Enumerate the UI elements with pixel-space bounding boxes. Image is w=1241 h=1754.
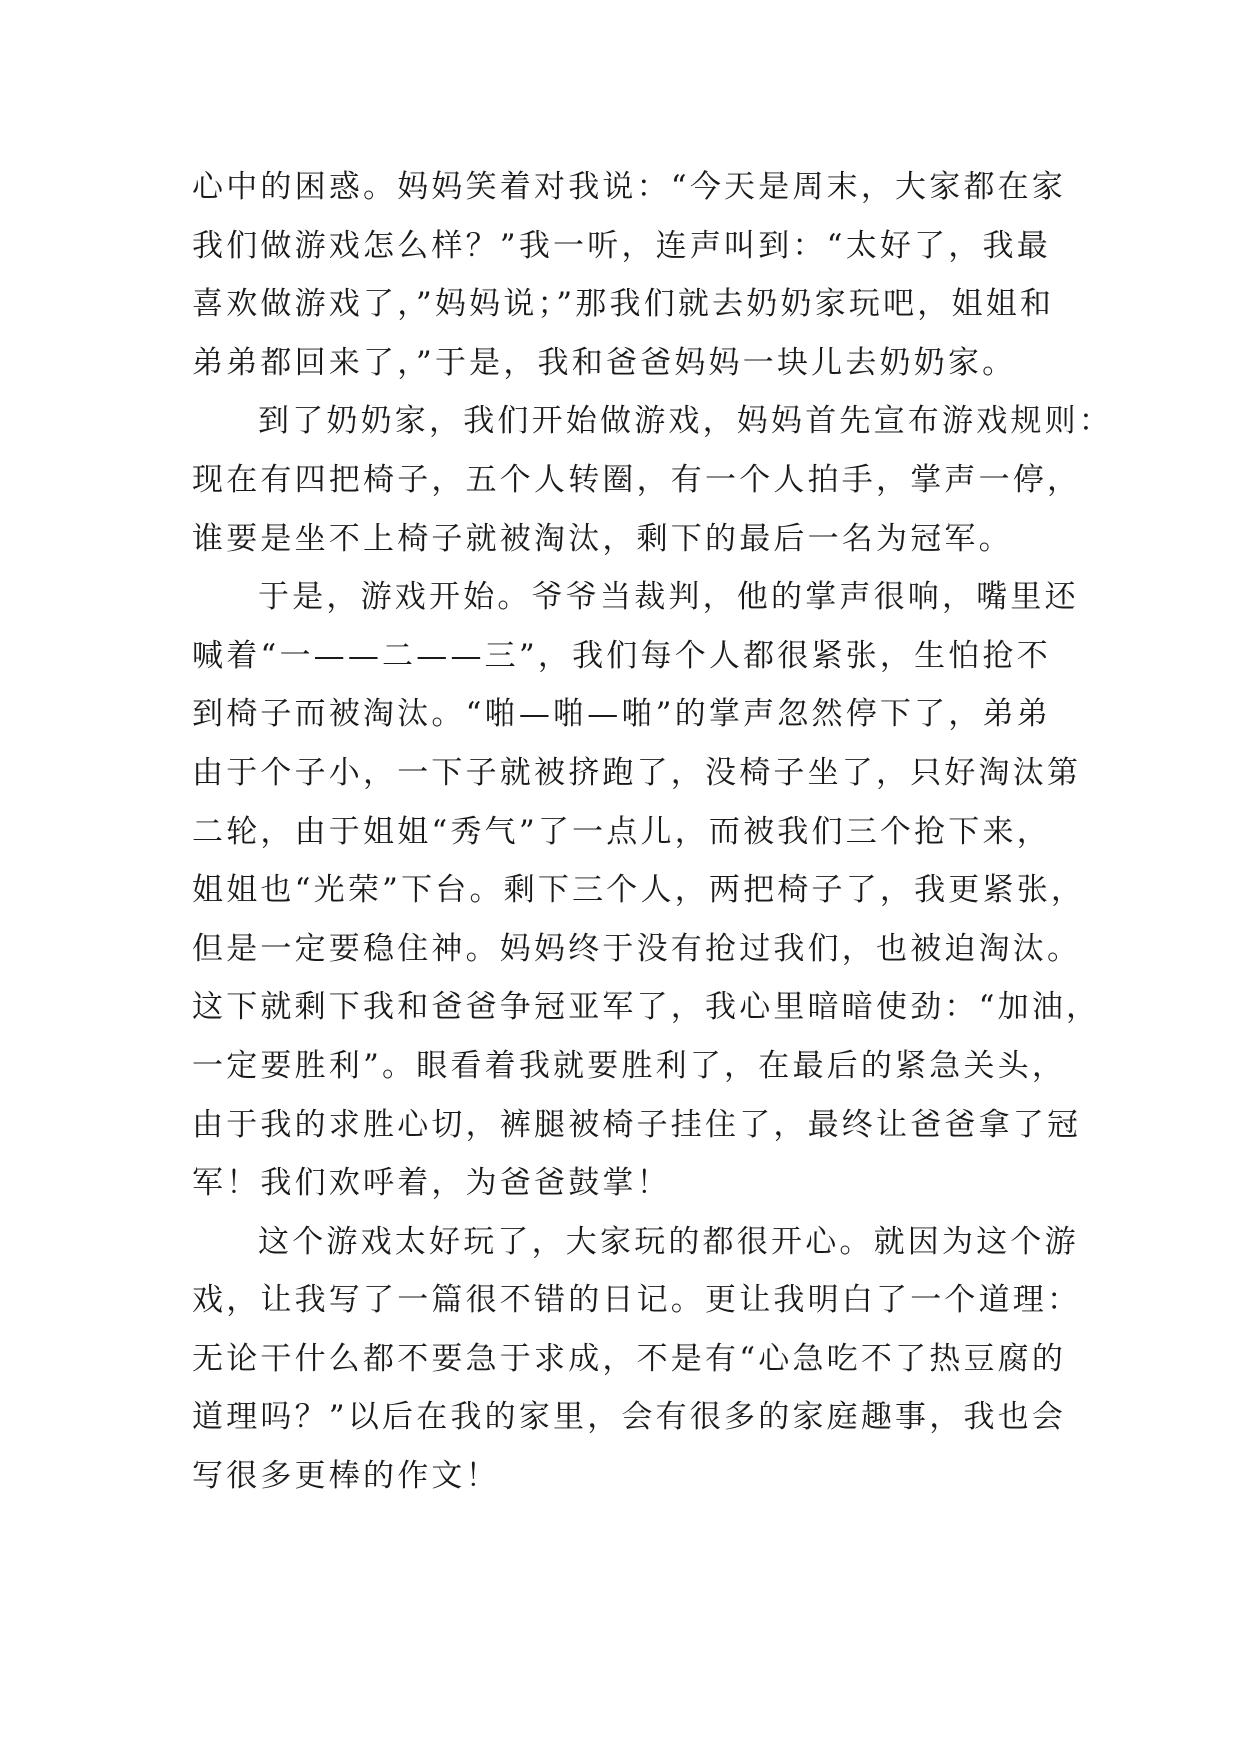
text-line: 写很多更棒的作文！ xyxy=(192,1458,500,1495)
essay-body xyxy=(192,158,1113,1506)
text-line: 谁要是坐不上椅子就被淘汰，剩下的最后一名为冠军。 xyxy=(192,520,1013,557)
text-line: 现在有四把椅子，五个人转圈，有一个人拍手，掌声一停， xyxy=(192,461,1082,498)
text-line: 道理吗？”以后在我的家里，会有很多的家庭趣事，我也会 xyxy=(192,1399,1067,1436)
text-line: 心中的困惑。妈妈笑着对我说：“今天是周末，大家都在家 xyxy=(192,169,1067,205)
text-line: 戏，让我写了一篇很不错的日记。更让我明白了一个道理： xyxy=(192,1282,1082,1319)
text-line: 无论干什么都不要急于求成，不是有“心急吃不了热豆腐的 xyxy=(192,1340,1067,1377)
text-line: 一定要胜利”。眼看着我就要胜利了，在最后的紧急关头， xyxy=(192,1047,1067,1084)
text-line: 由于个子小，一下子就被挤跑了，没椅子坐了，只好淘汰第 xyxy=(192,754,1082,791)
text-line: 姐姐也“光荣”下台。剩下三个人，两把椅子了，我更紧张， xyxy=(192,872,1086,909)
text-line: 由于我的求胜心切，裤腿被椅子挂住了，最终让爸爸拿了冠 xyxy=(192,1106,1082,1143)
text-line: 于是，游戏开始。爷爷当裁判，他的掌声很响，嘴里还 xyxy=(258,579,1079,616)
text-line: 喊着“一——二——三”，我们每个人都很紧张，生怕抢不 xyxy=(192,637,1051,674)
text-line: 喜欢做游戏了，”妈妈说；”那我们就去奶奶家玩吧，姐姐和 xyxy=(192,286,1055,323)
text-line: 这个游戏太好玩了，大家玩的都很开心。就因为这个游 xyxy=(258,1223,1079,1260)
text-line: 军！我们欢呼着，为爸爸鼓掌！ xyxy=(192,1165,671,1202)
text-line: 这下就剩下我和爸爸争冠亚军了，我心里暗暗使劲：“加油， xyxy=(192,989,1101,1026)
text-line: 到了奶奶家，我们开始做游戏，妈妈首先宣布游戏规则： xyxy=(258,403,1113,440)
text-line: 到椅子而被淘汰。“啪—啪—啪”的掌声忽然停下了，弟弟 xyxy=(192,696,1051,733)
text-line: 但是一定要稳住神。妈妈终于没有抢过我们，也被迫淘汰。 xyxy=(192,930,1082,967)
text-line: 我们做游戏怎么样？”我一听，连声叫到：“太好了，我最 xyxy=(192,227,1051,264)
text-line: 弟弟都回来了，”于是，我和爸爸妈妈一块儿去奶奶家。 xyxy=(192,344,1017,381)
text-line: 二轮，由于姐姐“秀气”了一点儿，而被我们三个抢下来， xyxy=(192,813,1051,850)
